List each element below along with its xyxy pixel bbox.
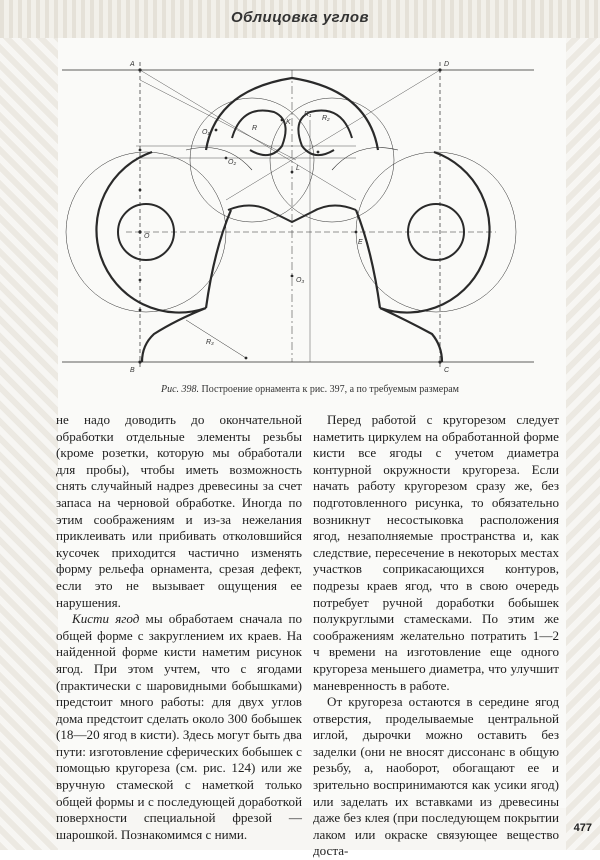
point-R3-end <box>245 357 248 360</box>
label-L: L <box>296 165 300 172</box>
point-E <box>355 231 358 234</box>
point-O1 <box>215 129 218 132</box>
decorative-border-left <box>0 0 58 850</box>
construction-circle-center-right <box>270 98 394 222</box>
caption-text: Построение орнамента к рис. 397, а по требуемым размерам <box>201 384 460 395</box>
left-ornament-stem <box>206 210 231 308</box>
figure-caption <box>60 384 560 395</box>
point-O <box>138 230 141 233</box>
paragraph-lead-italic: Кисти ягод <box>72 611 140 627</box>
label-R1: R₁ <box>304 111 312 118</box>
caption-number: Рис. 398. <box>160 384 200 395</box>
paragraph: Перед работой с кругорезом следует наметить циркулем на обработанной форме кисти все ягоды с учетом диаметра контурной окружности кругореза. Если начать работу кругорезом сразу же, без подготовленного рисунка, то обязательно возникнут несостыковка расположения ягод, незаполняемые пространства и, как следствие, пересечение в некоторых местах участков соприкасающихся контуров, подрезы краев ягод, что в свою очередь потребует ручной доработки бобышек полукруглыми стамесками. По этим же соображениям желательно потратить 1—2 ч времени на изготовление еще одного кругореза меньшего диаметра, что улучшит маневренность в работе. <box>313 412 559 693</box>
point-tick-1 <box>139 149 142 152</box>
diagonal-line-1 <box>140 70 356 200</box>
point-O3 <box>291 275 294 278</box>
label-O: O <box>144 233 150 240</box>
paragraph: От кругореза остаются в середине ягод отверстия, проделываемые центральной иглой, дырочки можно оставить без заделки (они не вносят диссонанс в общую резьбу, а, наоборот, обогащают ее и зрительно воспринимаются как усики ягод) или заделать их вставками из древесины даже без клея (при последующем покрытии лаком или окраске связующее вещество доста- <box>313 694 559 859</box>
ornament-construction-drawing <box>56 50 540 380</box>
page-number: 477 <box>573 822 592 834</box>
point-tick-3 <box>139 279 142 282</box>
decorative-border-right <box>566 0 600 850</box>
paragraph <box>56 611 302 843</box>
point-tick-4 <box>139 309 142 312</box>
point-center-mark <box>317 151 320 154</box>
right-ornament-stem <box>356 210 380 308</box>
point-B <box>138 360 141 363</box>
point-A <box>138 68 141 71</box>
point-L <box>291 171 294 174</box>
point-tick-2 <box>139 189 142 192</box>
left-ornament-outline <box>96 152 206 362</box>
label-B: B <box>130 367 135 374</box>
point-C <box>438 360 441 363</box>
construction-circle-center-left <box>190 98 314 222</box>
left-scroll <box>232 110 286 155</box>
label-O2: O₂ <box>228 159 237 166</box>
label-R3: R₃ <box>206 339 214 346</box>
text-column-right <box>313 412 559 860</box>
right-ornament-outline <box>380 152 490 362</box>
paragraph: не надо доводить до окончательной обработки отдельные элементы резьбы (кроме розетки, которую мы обработали для пробы), чтобы иметь возможность снять случайный надрез древесины за счет запаса на черновой обработке. Иногда по этим соображениям и из-за нежелания приклеивать или прибивать отколовшийся кусочек приходится частично изменять форму рельефа орнамента, срезая дефект, если это не вызывает ощущения ее нарушения. <box>56 412 302 610</box>
label-R: R <box>252 125 258 132</box>
connector-arc-left <box>186 148 252 171</box>
connector-arc-right <box>332 148 398 171</box>
radius-R3-line <box>186 320 246 358</box>
label-A: A <box>130 61 135 68</box>
label-D: D <box>444 61 450 68</box>
point-D <box>438 68 441 71</box>
label-O3: O₃ <box>296 277 305 284</box>
point-O2 <box>225 157 228 160</box>
point-K <box>281 119 284 122</box>
paragraph-text: мы обработаем сначала по общей форме с закруглением их краев. На найденной форме кисти наметим рисунок ягод. При этом учтем, что с ягодами (практически с шаровидными бобышками) предстоит много работы: для двух углов дома предстоит сделать около 300 бобышек (18—20 ягод в кисти). Здесь могут быть два пути: изготовление сферических бобышек с помощью кругореза (см. рис. 124) или же вручную стамеской с наметкой только общей формы и с последующей доработкой поверхности специальной фрезой — шарошкой. Познакомимся с ними. <box>56 611 302 842</box>
text-column-left <box>56 412 302 843</box>
label-O1: O₁ <box>202 129 210 136</box>
running-header: Облицовка углов <box>230 9 370 26</box>
label-R2: R₂ <box>322 115 330 122</box>
label-C: C <box>444 367 450 374</box>
label-E: E <box>358 239 363 246</box>
label-K: K <box>286 119 291 126</box>
